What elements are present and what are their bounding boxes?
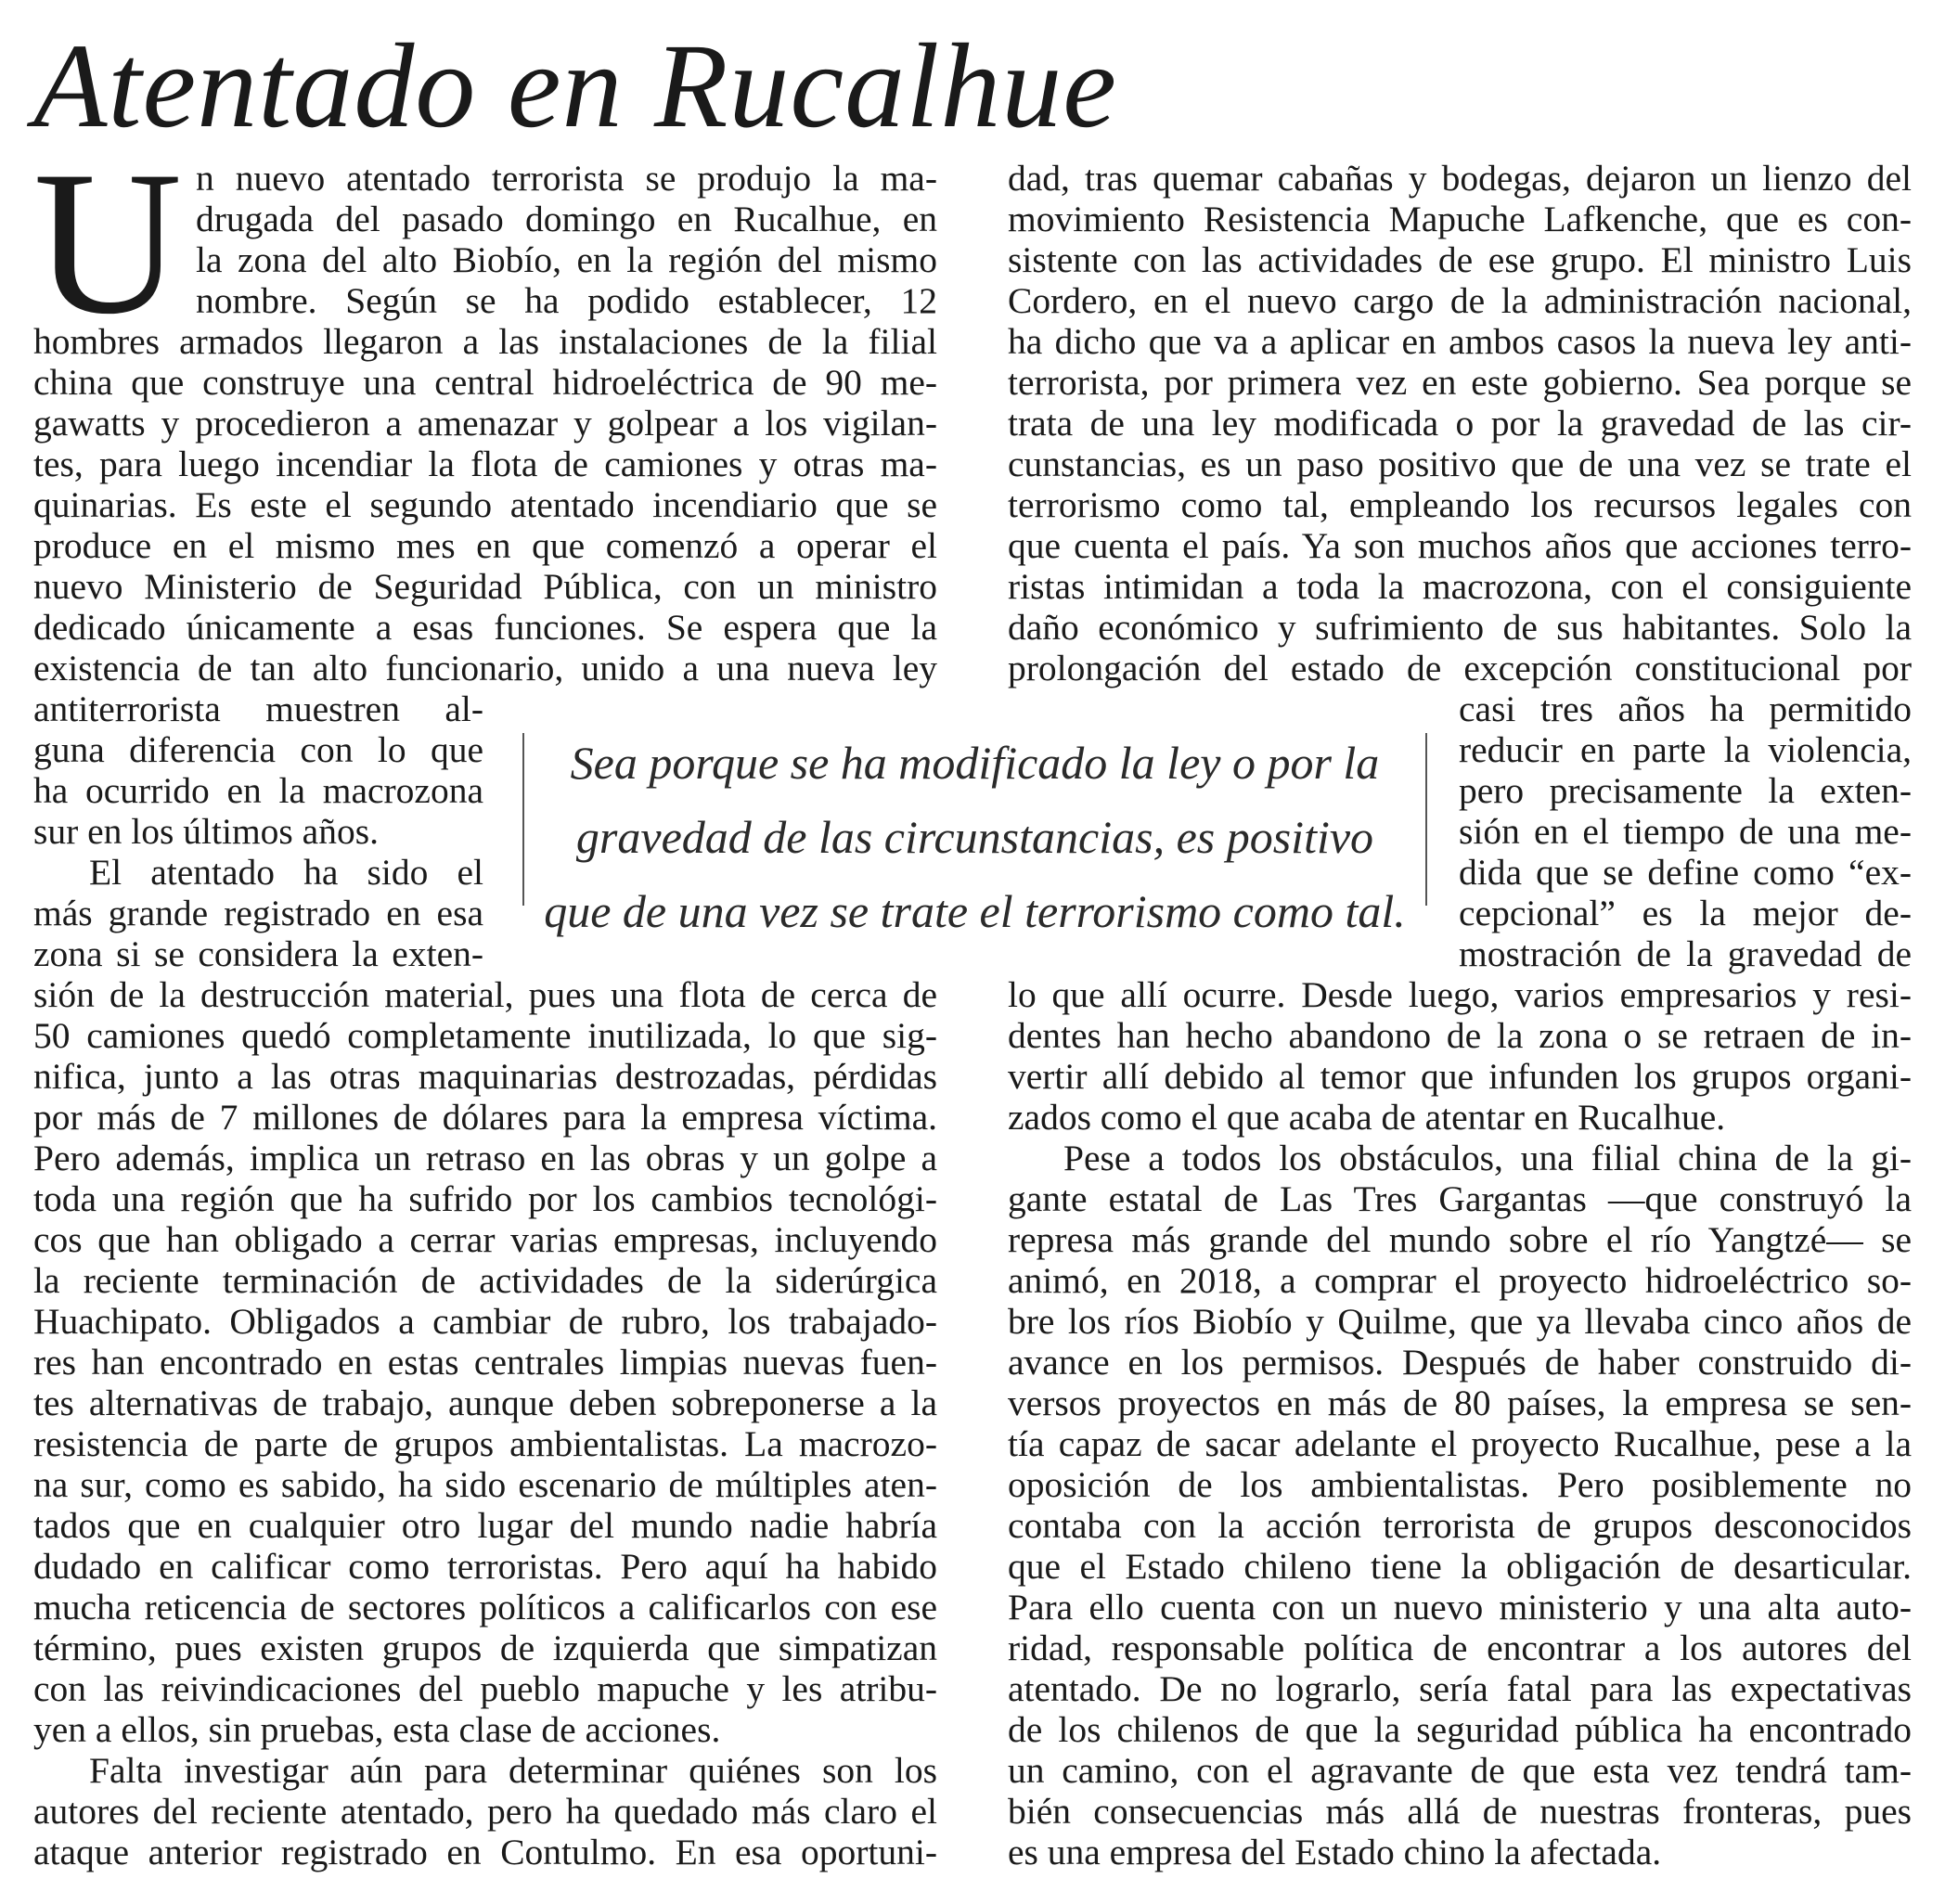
text-line: Cordero, en el nuevo cargo de la administración nacional, bbox=[1008, 280, 1912, 321]
text-line: ridad, responsable política de encontrar a los autores del bbox=[1008, 1627, 1912, 1668]
text-line: prolongación del estado de excepción constitucional por bbox=[1008, 648, 1912, 688]
text-line: sistente con las actividades de ese grupo. El ministro Luis bbox=[1008, 239, 1912, 280]
text-line: res han encontrado en estas centrales limpias nuevas fuen- bbox=[33, 1342, 937, 1383]
text-line: hombres armados llegaron a las instalaciones de la filial bbox=[33, 321, 937, 362]
text-line: Pero además, implica un retraso en las obras y un golpe a bbox=[33, 1138, 937, 1178]
text-line: terrorista, por primera vez en este gobierno. Sea porque se bbox=[1008, 362, 1912, 403]
text-line: quinarias. Es este el segundo atentado incendiario que se bbox=[33, 484, 937, 525]
text-line: movimiento Resistencia Mapuche Lafkenche, que es con- bbox=[1008, 199, 1912, 239]
text-line: sur en los últimos años. bbox=[33, 811, 379, 852]
text-line: animó, en 2018, a comprar el proyecto hidroeléctrico so- bbox=[1008, 1260, 1912, 1301]
pull-quote bbox=[522, 726, 1427, 937]
pull-quote-left-rule bbox=[522, 733, 524, 906]
pull-quote-right-rule bbox=[1425, 733, 1427, 906]
drop-cap: U bbox=[33, 129, 183, 357]
text-line: lo que allí ocurre. Desde luego, varios empresarios y resi- bbox=[1008, 974, 1912, 1015]
text-line: autores del reciente atentado, pero ha quedado más claro el bbox=[33, 1791, 937, 1832]
text-line: nuevo Ministerio de Seguridad Pública, con un ministro bbox=[33, 566, 937, 607]
text-line: tes, para luego incendiar la flota de camiones y otras ma- bbox=[33, 444, 937, 484]
text-line: zona si se considera la exten- bbox=[33, 933, 483, 974]
text-line: gante estatal de Las Tres Gargantas —que construyó la bbox=[1008, 1178, 1912, 1219]
text-line: la zona del alto Biobío, en la región del mismo bbox=[196, 239, 937, 280]
text-line: Huachipato. Obligados a cambiar de rubro, los trabajado- bbox=[33, 1301, 937, 1342]
text-line: la reciente terminación de actividades de la siderúrgica bbox=[33, 1260, 937, 1301]
right-column bbox=[1008, 158, 1912, 1872]
text-line: ristas intimidan a toda la macrozona, con el consiguiente bbox=[1008, 566, 1912, 607]
text-line: na sur, como es sabido, ha sido escenario de múltiples aten- bbox=[33, 1464, 937, 1505]
pull-quote-line: Sea porque se ha modificado la ley o por la bbox=[570, 737, 1380, 789]
text-line: trata de una ley modificada o por la gravedad de las cir- bbox=[1008, 403, 1912, 444]
text-line: zados como el que acaba de atentar en Rucalhue. bbox=[1008, 1097, 1726, 1138]
text-line: de los chilenos de que la seguridad pública ha encontrado bbox=[1008, 1709, 1912, 1750]
text-line: un camino, con el agravante de que esta vez tendrá tam- bbox=[1008, 1750, 1912, 1791]
text-line: bién consecuencias más allá de nuestras fronteras, pues bbox=[1008, 1791, 1912, 1832]
text-line: cepcional” es la mejor de- bbox=[1459, 893, 1912, 933]
text-line: guna diferencia con lo que bbox=[33, 729, 483, 770]
text-line: reducir en parte la violencia, bbox=[1459, 729, 1912, 770]
text-line: sión de la destrucción material, pues una flota de cerca de bbox=[33, 974, 937, 1015]
text-line: cunstancias, es un paso positivo que de una vez se trate el bbox=[1008, 444, 1912, 484]
text-line: avance en los permisos. Después de haber construido di- bbox=[1008, 1342, 1912, 1383]
text-line: atentado. De no lograrlo, sería fatal para las expectativas bbox=[1008, 1668, 1912, 1709]
text-line: mucha reticencia de sectores políticos a calificarlos con ese bbox=[33, 1587, 937, 1627]
text-line: cos que han obligado a cerrar varias empresas, incluyendo bbox=[33, 1219, 937, 1260]
text-line: dida que se define como “ex- bbox=[1459, 852, 1912, 893]
text-line: término, pues existen grupos de izquierda que simpatizan bbox=[33, 1627, 937, 1668]
text-line: resistencia de parte de grupos ambientalistas. La macrozo- bbox=[33, 1423, 937, 1464]
text-line: ha dicho que va a aplicar en ambos casos la nueva ley anti- bbox=[1008, 321, 1912, 362]
text-line: ha ocurrido en la macrozona bbox=[33, 770, 483, 811]
pull-quote-line: gravedad de las circunstancias, es positivo bbox=[575, 811, 1374, 863]
text-line: ataque anterior registrado en Contulmo. En esa oportuni- bbox=[33, 1832, 937, 1872]
text-line: tes alternativas de trabajo, aunque deben sobreponerse a la bbox=[33, 1383, 937, 1423]
text-line: daño económico y sufrimiento de sus habitantes. Solo la bbox=[1008, 607, 1912, 648]
text-line: mostración de la gravedad de bbox=[1459, 933, 1912, 974]
article-title: Atentado en Rucalhue bbox=[33, 19, 1117, 153]
text-line: bre los ríos Biobío y Quilme, que ya llevaba cinco años de bbox=[1008, 1301, 1912, 1342]
text-line: más grande registrado en esa bbox=[33, 893, 483, 933]
text-line: nifica, junto a las otras maquinarias destrozadas, pérdidas bbox=[33, 1056, 937, 1097]
text-line: contaba con la acción terrorista de grupos desconocidos bbox=[1008, 1505, 1912, 1546]
text-line: tados que en cualquier otro lugar del mundo nadie habría bbox=[33, 1505, 937, 1546]
text-line: toda una región que ha sufrido por los cambios tecnológi- bbox=[33, 1178, 937, 1219]
text-line: china que construye una central hidroeléctrica de 90 me- bbox=[33, 362, 937, 403]
left-column bbox=[33, 129, 937, 1872]
text-line: El atentado ha sido el bbox=[89, 852, 483, 893]
text-line: dudado en calificar como terroristas. Pero aquí ha habido bbox=[33, 1546, 937, 1587]
text-line: sión en el tiempo de una me- bbox=[1459, 811, 1912, 852]
pull-quote-text bbox=[541, 726, 1409, 948]
text-line: con las reivindicaciones del pueblo mapuche y les atribu- bbox=[33, 1668, 937, 1709]
text-line: nombre. Según se ha podido establecer, 12 bbox=[196, 280, 937, 321]
text-line: antiterrorista muestren al- bbox=[33, 688, 483, 729]
text-line: represa más grande del mundo sobre el río Yangtzé— se bbox=[1008, 1219, 1912, 1260]
text-line: oposición de los ambientalistas. Pero posiblemente no bbox=[1008, 1464, 1912, 1505]
text-line: por más de 7 millones de dólares para la empresa víctima. bbox=[33, 1097, 937, 1138]
text-line: dentes han hecho abandono de la zona o se retraen de in- bbox=[1008, 1015, 1912, 1056]
pull-quote-line: que de una vez se trate el terrorismo como tal. bbox=[544, 885, 1406, 937]
text-line: yen a ellos, sin pruebas, esta clase de acciones. bbox=[33, 1709, 721, 1750]
text-line: produce en el mismo mes en que comenzó a operar el bbox=[33, 525, 937, 566]
text-line: que cuenta el país. Ya son muchos años que acciones terro- bbox=[1008, 525, 1912, 566]
text-line: Falta investigar aún para determinar quiénes son los bbox=[89, 1750, 937, 1791]
text-line: 50 camiones quedó completamente inutilizada, lo que sig- bbox=[33, 1015, 937, 1056]
text-line: Pese a todos los obstáculos, una filial china de la gi- bbox=[1063, 1138, 1912, 1178]
text-line: pero precisamente la exten- bbox=[1459, 770, 1912, 811]
text-line: Para ello cuenta con un nuevo ministerio y una alta auto- bbox=[1008, 1587, 1912, 1627]
text-line: es una empresa del Estado chino la afectada. bbox=[1008, 1832, 1662, 1872]
text-line: dedicado únicamente a esas funciones. Se espera que la bbox=[33, 607, 937, 648]
text-line: que el Estado chileno tiene la obligación de desarticular. bbox=[1008, 1546, 1912, 1587]
text-line: n nuevo atentado terrorista se produjo la ma- bbox=[196, 158, 937, 199]
text-line: vertir allí debido al temor que infunden los grupos organi- bbox=[1008, 1056, 1912, 1097]
text-line: existencia de tan alto funcionario, unido a una nueva ley bbox=[33, 648, 937, 688]
text-line: dad, tras quemar cabañas y bodegas, dejaron un lienzo del bbox=[1008, 158, 1912, 199]
text-line: tía capaz de sacar adelante el proyecto Rucalhue, pese a la bbox=[1008, 1423, 1912, 1464]
text-line: drugada del pasado domingo en Rucalhue, en bbox=[196, 199, 937, 239]
text-line: casi tres años ha permitido bbox=[1459, 688, 1912, 729]
text-line: terrorismo como tal, empleando los recursos legales con bbox=[1008, 484, 1912, 525]
text-line: versos proyectos en más de 80 países, la empresa se sen- bbox=[1008, 1383, 1912, 1423]
text-line: gawatts y procedieron a amenazar y golpear a los vigilan- bbox=[33, 403, 937, 444]
